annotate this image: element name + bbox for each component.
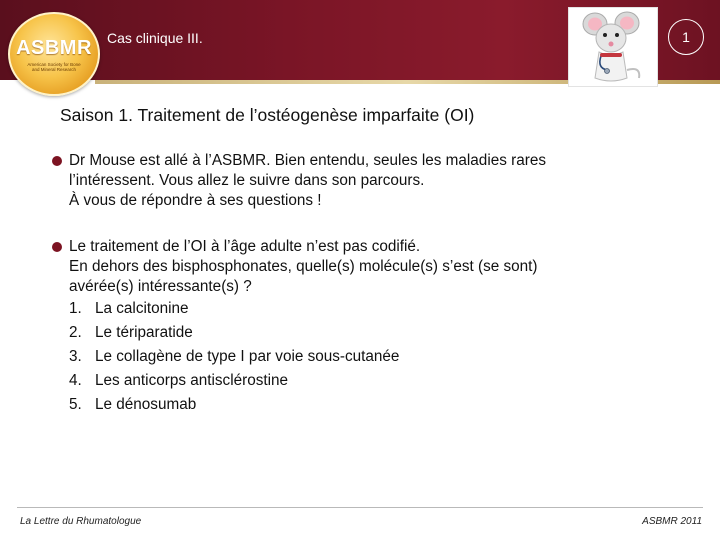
bullet-text-line: avérée(s) intéressante(s) ? [69,278,252,295]
option-number: 3. [69,348,82,365]
bullet-dot-icon [52,156,62,166]
option-text: La calcitonine [95,300,189,317]
bullet-item [50,151,690,211]
page-number-badge: 1 [668,19,704,55]
mouse-doctor-icon [568,7,658,87]
option-text: Le dénosumab [95,396,197,413]
option-text: Le collagène de type I par voie sous-cutanée [95,348,400,365]
bullet-text-line: En dehors des bisphosphonates, quelle(s) molécule(s) s’est (se sont) [69,258,538,275]
footer-divider [17,507,703,508]
bullet-text-line: Le traitement de l’OI à l’âge adulte n’est pas codifié. [69,238,421,255]
bullet-dot-icon [52,242,62,252]
logo-subtext: American Society for Bone and Mineral Research [27,61,81,72]
bullet-text-line: Dr Mouse est allé à l’ASBMR. Bien entendu, seules les maladies rares [69,152,546,169]
answer-option [69,393,690,417]
footer-journal-name: La Lettre du Rhumatologue [20,516,142,527]
answer-option [69,297,690,321]
option-number: 5. [69,396,82,413]
option-number: 4. [69,372,82,389]
bullet-list [50,151,690,417]
option-number: 2. [69,324,82,341]
logo-text: ASBMR [16,36,92,59]
option-number: 1. [69,300,82,317]
answer-options [69,297,690,417]
bullet-text-line: À vous de répondre à ses questions ! [69,192,322,209]
footer-source: ASBMR 2011 [642,516,702,527]
bullet-item [50,237,690,417]
option-text: Le tériparatide [95,324,193,341]
bullet-text-line: l’intéressent. Vous allez le suivre dans son parcours. [69,172,425,189]
answer-option [69,321,690,345]
answer-option [69,369,690,393]
answer-option [69,345,690,369]
slide-header-title: Cas clinique III. [107,30,203,46]
asbmr-logo [8,12,100,96]
option-text: Les anticorps antisclérostine [95,372,289,389]
section-title: Saison 1. Traitement de l’ostéogenèse imparfaite (OI) [60,105,475,125]
